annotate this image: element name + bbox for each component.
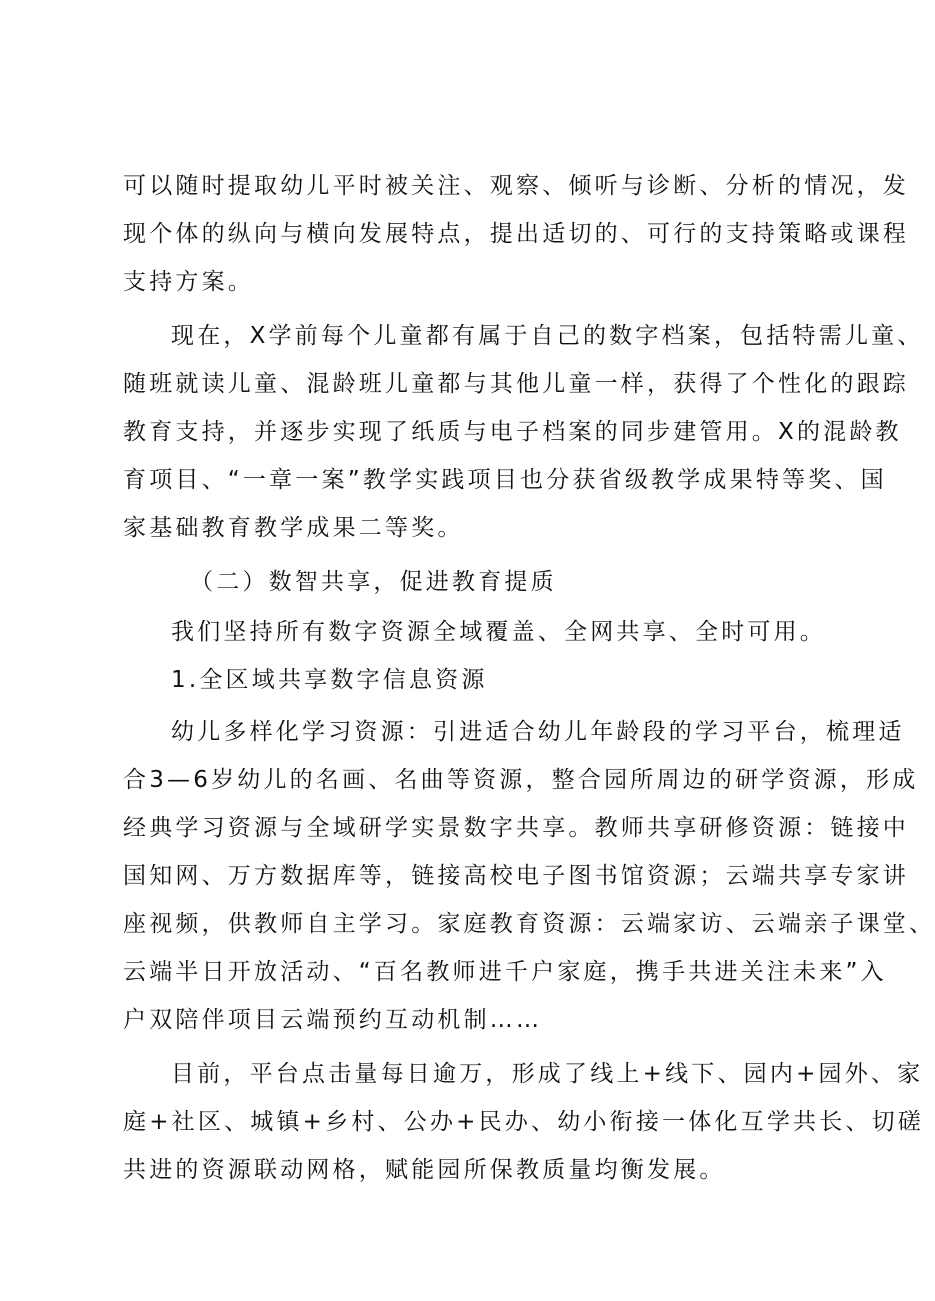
paragraph-line: 合3—6岁幼儿的名画、名曲等资源，整合园所周边的研学资源，形成 xyxy=(123,767,919,793)
paragraph-line: 可以随时提取幼儿平时被关注、观察、倾听与诊断、分析的情况，发 xyxy=(123,173,909,199)
paragraph-line: 育项目、“一章一案”教学实践项目也分获省级教学成果特等奖、国 xyxy=(123,467,887,493)
paragraph-line: 座视频，供教师自主学习。家庭教育资源：云端家访、云端亲子课堂、 xyxy=(123,911,935,937)
paragraph-line: 现在，X学前每个儿童都有属于自己的数字档案，包括特需儿童、 xyxy=(171,323,924,349)
paragraph-line: 国知网、万方数据库等，链接高校电子图书馆资源；云端共享专家讲 xyxy=(123,863,909,889)
section-heading: （二）数智共享，促进教育提质 xyxy=(190,569,557,595)
paragraph-line: 共进的资源联动网格，赋能园所保教质量均衡发展。 xyxy=(123,1157,726,1183)
paragraph-line: 幼儿多样化学习资源：引进适合幼儿年龄段的学习平台，梳理适 xyxy=(171,719,905,745)
paragraph-line: 云端半日开放活动、“百名教师进千户家庭，携手共进关注未来”入 xyxy=(123,959,887,985)
subsection-heading: 1.全区域共享数字信息资源 xyxy=(171,667,488,693)
paragraph-line: 随班就读儿童、混龄班儿童都与其他儿童一样，获得了个性化的跟踪 xyxy=(123,371,909,397)
paragraph-line: 目前，平台点击量每日逾万，形成了线上+线下、园内+园外、家 xyxy=(171,1061,924,1087)
paragraph-line: 庭+社区、城镇+乡村、公办+民办、幼小衔接一体化互学共长、切磋 xyxy=(123,1109,925,1135)
paragraph-line: 家基础教育教学成果二等奖。 xyxy=(123,515,464,541)
paragraph-line: 户双陪伴项目云端预约互动机制…… xyxy=(123,1007,543,1033)
paragraph-line: 支持方案。 xyxy=(123,269,254,295)
paragraph-line: 现个体的纵向与横向发展特点，提出适切的、可行的支持策略或课程 xyxy=(123,221,909,247)
paragraph-line: 经典学习资源与全域研学实景数字共享。教师共享研修资源：链接中 xyxy=(123,815,909,841)
paragraph-line: 教育支持，并逐步实现了纸质与电子档案的同步建管用。X的混龄教 xyxy=(123,419,902,445)
paragraph-line: 我们坚持所有数字资源全域覆盖、全网共享、全时可用。 xyxy=(171,619,826,645)
